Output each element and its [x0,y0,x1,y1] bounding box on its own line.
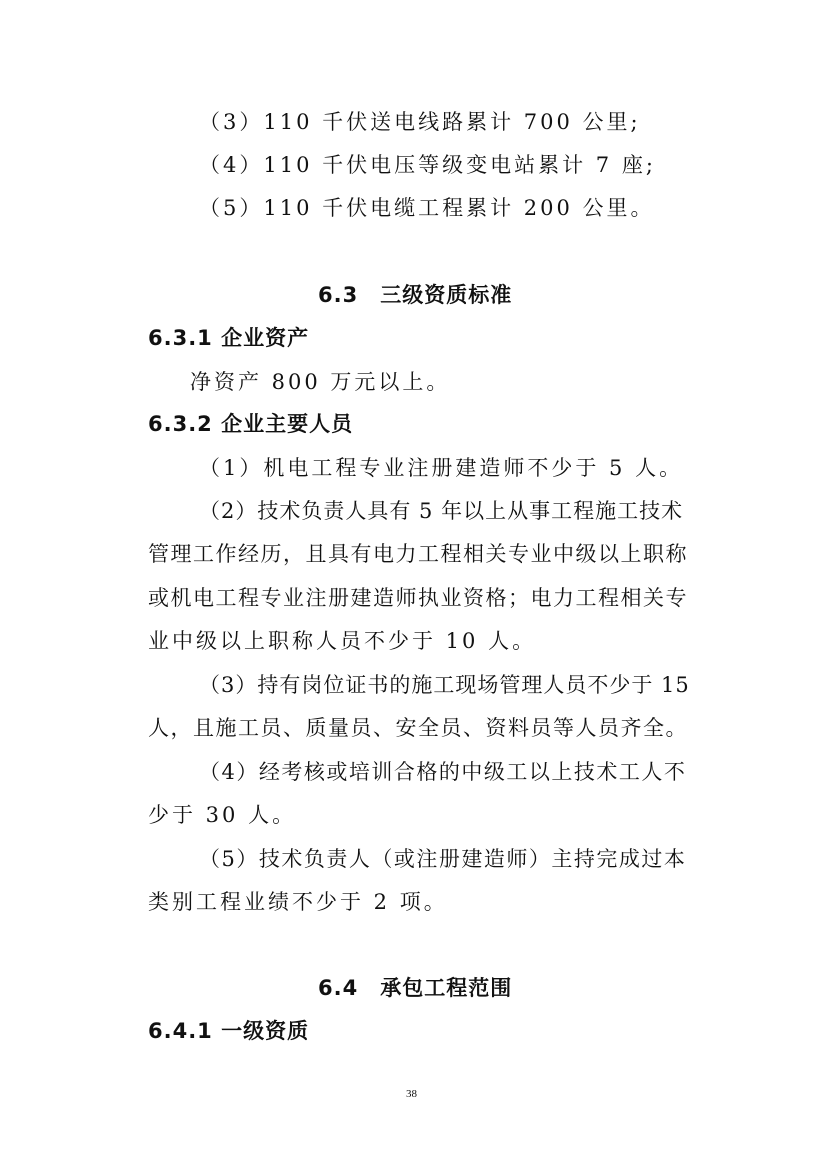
section-heading: 6.4 承包工程范围 [318,976,513,1000]
paragraph-line: 管理工作经历，且具有电力工程相关专业中级以上职称 [148,542,688,566]
list-item: （5）110 千伏电缆工程累计 200 公里。 [199,196,655,220]
subsection-heading: 6.3.1 企业资产 [148,326,310,350]
paragraph: 净资产 800 万元以上。 [190,370,451,394]
paragraph-line: 业中级以上职称人员不少于 10 人。 [148,629,537,653]
subsection-heading: 6.4.1 一级资质 [148,1019,310,1043]
paragraph-line: 或机电工程专业注册建造师执业资格；电力工程相关专 [148,586,688,610]
page-number: 38 [406,1088,417,1100]
subsection-heading: 6.3.2 企业主要人员 [148,412,354,436]
list-item: （3）110 千伏送电线路累计 700 公里; [199,110,641,134]
paragraph-line: （1）机电工程专业注册建造师不少于 5 人。 [199,456,684,480]
paragraph-line: 人，且施工员、质量员、安全员、资料员等人员齐全。 [148,716,688,740]
paragraph-line: 少于 30 人。 [148,803,297,827]
list-item: （4）110 千伏电压等级变电站累计 7 座; [199,153,656,177]
paragraph-line: 类别工程业绩不少于 2 项。 [148,890,448,914]
section-heading: 6.3 三级资质标准 [318,283,513,307]
paragraph-line: （5）技术负责人（或注册建造师）主持完成过本 [199,847,687,871]
paragraph-line: （3）持有岗位证书的施工现场管理人员不少于 15 [199,673,690,697]
paragraph-line: （4）经考核或培训合格的中级工以上技术工人不 [199,760,687,784]
paragraph-line: （2）技术负责人具有 5 年以上从事工程施工技术 [199,499,684,523]
